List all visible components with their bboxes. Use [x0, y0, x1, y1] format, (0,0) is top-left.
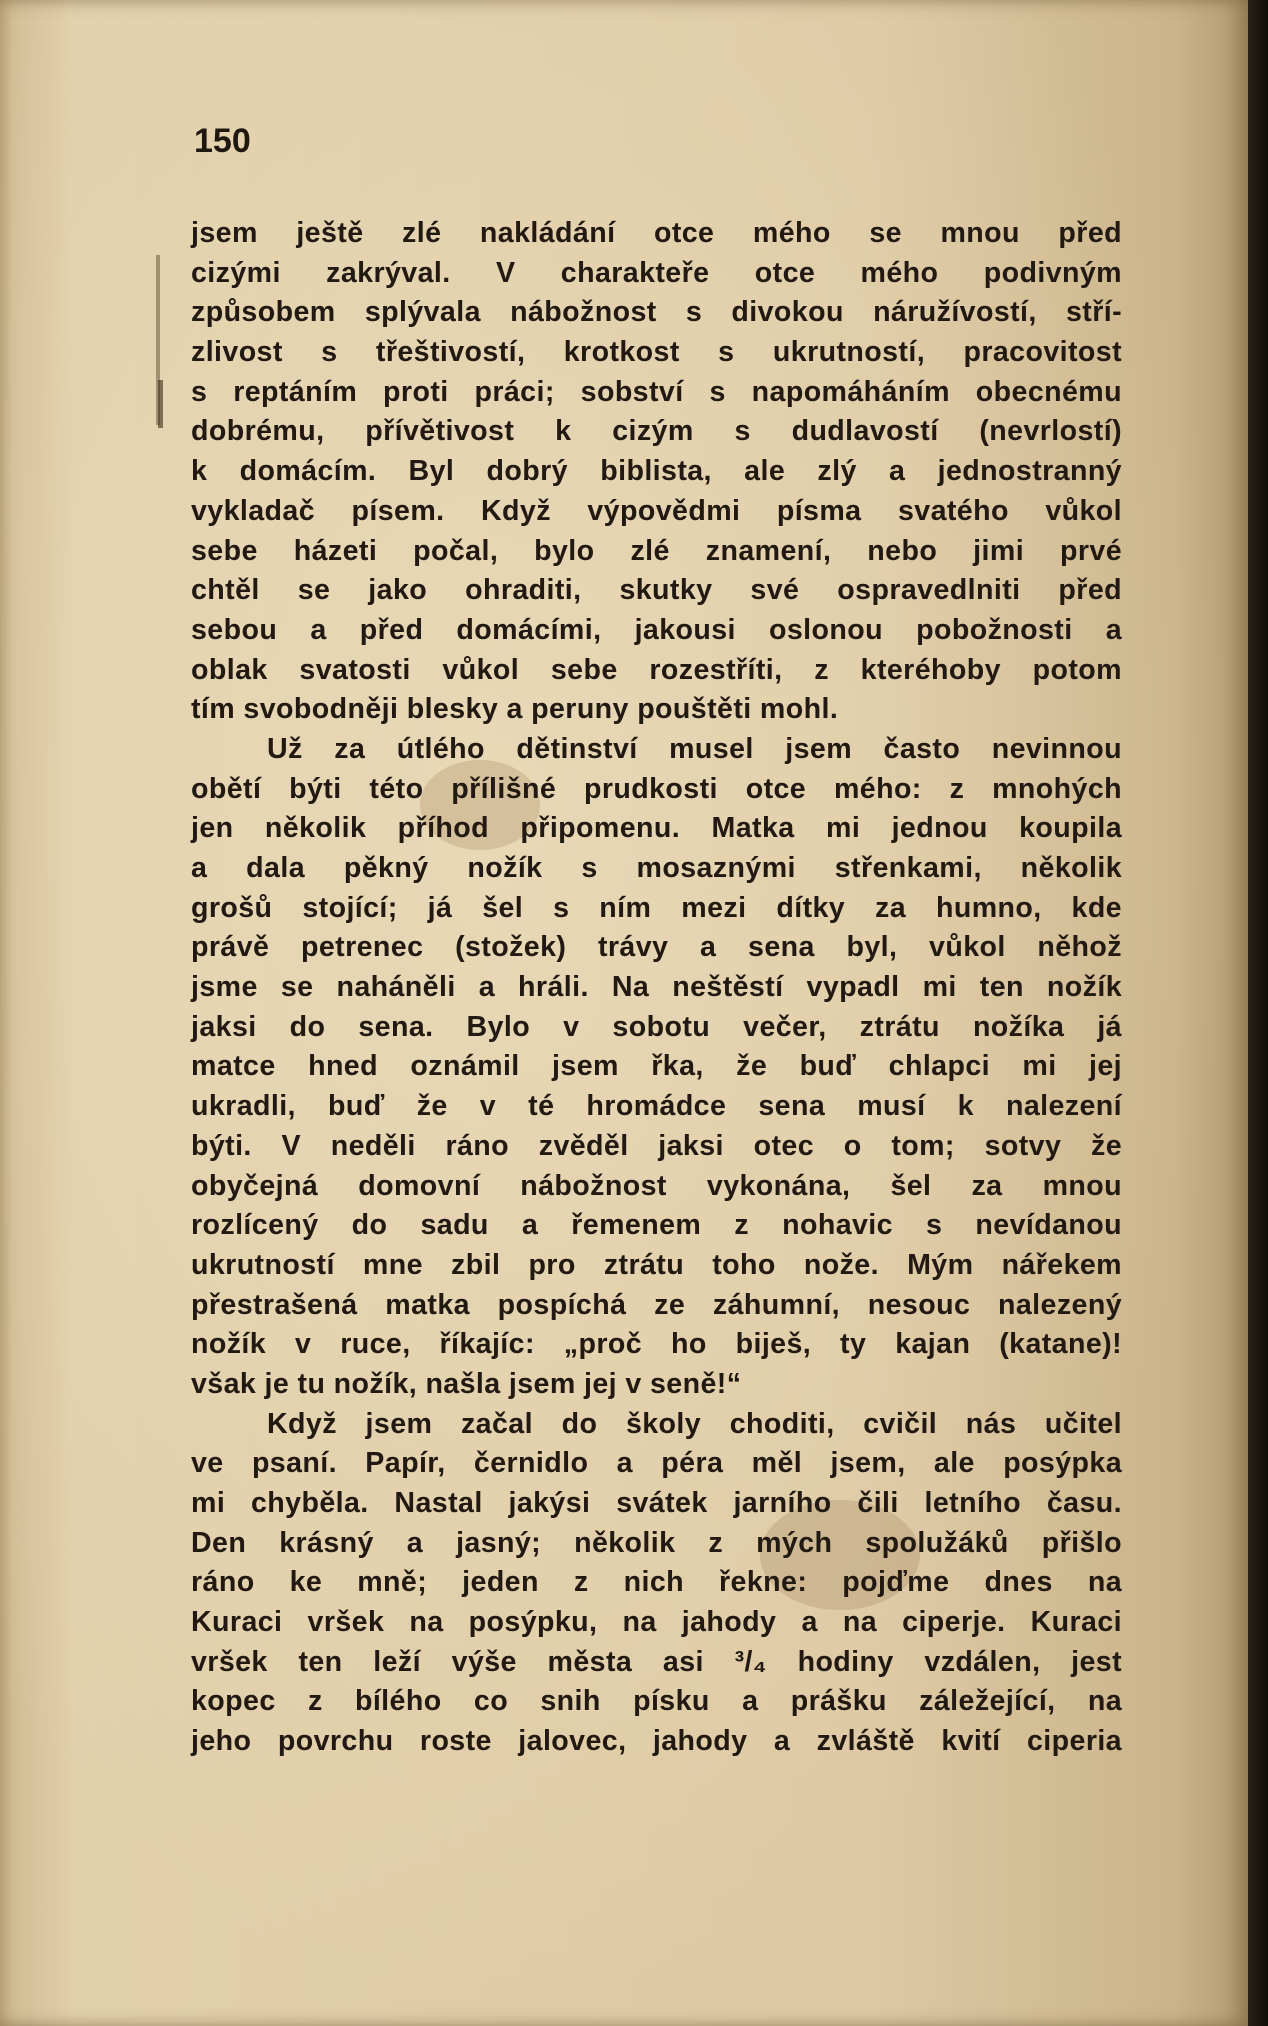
text-line: jaksi do sena. Bylo v sobotu večer, ztrátu nožíka já — [191, 1010, 1122, 1043]
text-line: býti. V neděli ráno zvěděl jaksi otec o tom; sotvy že — [191, 1129, 1122, 1162]
text-line: a dala pěkný nožík s mosaznými střenkami, několik — [191, 852, 1122, 884]
text-line: Den krásný a jasný; několik z mých spolužáků přišlo — [191, 1526, 1122, 1559]
text-line: Kuraci vršek na posýpku, na jahody a na ciperje. Kuraci — [191, 1606, 1122, 1639]
text-line: jen několik příhod připomenu. Matka mi jednou koupila — [191, 812, 1122, 845]
text-line: tím svobodněji blesky a peruny pouštěti mohl. — [191, 693, 839, 726]
text-line: mi chyběla. Nastal jakýsi svátek jarního čili letního času. — [191, 1487, 1122, 1519]
text-line: vykladač písem. Když výpovědmi písma svatého vůkol — [191, 494, 1122, 527]
text-line: sebe házeti počal, bylo zlé znamení, nebo jimi prvé — [191, 534, 1122, 567]
text-line: vršek ten leží výše města asi ³/₄ hodiny vzdálen, jest — [191, 1645, 1122, 1678]
text-line: ve psaní. Papír, černidlo a péra měl jsem, ale posýpka — [191, 1447, 1122, 1480]
text-line: jeho povrchu roste jalovec, jahody a zvláště kvití ciperia — [191, 1725, 1122, 1758]
text-line: sebou a před domácími, jakousi oslonou pobožnosti a — [191, 613, 1122, 646]
book-binding-edge — [1248, 0, 1268, 2026]
text-line: Už za útlého dětinství musel jsem často nevinnou — [267, 732, 1122, 765]
text-line: matce hned oznámil jsem řka, že buď chlapci mi jej — [191, 1050, 1122, 1083]
text-line: přestrašená matka pospíchá ze záhumní, nesouc nalezený — [191, 1288, 1122, 1321]
text-line: právě petrenec (stožek) trávy a sena byl, vůkol něhož — [191, 931, 1122, 964]
text-line: k domácím. Byl dobrý biblista, ale zlý a jednostranný — [191, 455, 1122, 488]
text-line: způsobem splývala nábožnost s divokou náružívostí, stří- — [191, 296, 1122, 329]
text-line: cizými zakrýval. V charakteře otce mého podivným — [191, 256, 1122, 289]
body-text — [191, 214, 1122, 1762]
text-line: však je tu nožík, našla jsem jej v seně!“ — [191, 1367, 742, 1400]
text-line: s reptáním proti práci; sobství s napomáháním obecnému — [191, 375, 1122, 408]
text-line: jsem ještě zlé nakládání otce mého se mnou před — [191, 217, 1122, 249]
text-line: oblak svatosti vůkol sebe rozestříti, z kteréhoby potom — [191, 653, 1122, 686]
text-line: kopec z bílého co snih písku a prášku záležející, na — [191, 1685, 1122, 1718]
text-line: obětí býti této přílišné prudkosti otce mého: z mnohých — [191, 772, 1122, 805]
text-line: grošů stojící; já šel s ním mezi dítky za humno, kde — [191, 891, 1122, 924]
page-number: 150 — [194, 122, 251, 160]
margin-mark — [158, 380, 163, 428]
text-line: ráno ke mně; jeden z nich řekne: pojďme dnes na — [191, 1566, 1122, 1599]
text-line: rozlícený do sadu a řemenem z nohavic s nevídanou — [191, 1209, 1122, 1242]
text-line: zlivost s třeštivostí, krotkost s ukrutností, pracovitost — [191, 336, 1122, 369]
text-line: jsme se naháněli a hráli. Na neštěstí vypadl mi ten nožík — [191, 971, 1122, 1004]
text-line: chtěl se jako ohraditi, skutky své ospravedlniti před — [191, 574, 1122, 607]
text-line: ukrutností mne zbil pro ztrátu toho nože. Mým nářekem — [191, 1248, 1122, 1281]
text-line: obyčejná domovní nábožnost vykonána, šel za mnou — [191, 1169, 1122, 1202]
text-line: Když jsem začal do školy choditi, cvičil nás učitel — [267, 1407, 1122, 1440]
text-line: nožík v ruce, říkajíc: „proč ho biješ, ty kajan (katane)! — [191, 1328, 1122, 1361]
text-line: dobrému, přívětivost k cizým s dudlavostí (nevrlostí) — [191, 415, 1122, 448]
text-line: ukradli, buď že v té hromádce sena musí k nalezení — [191, 1090, 1122, 1123]
